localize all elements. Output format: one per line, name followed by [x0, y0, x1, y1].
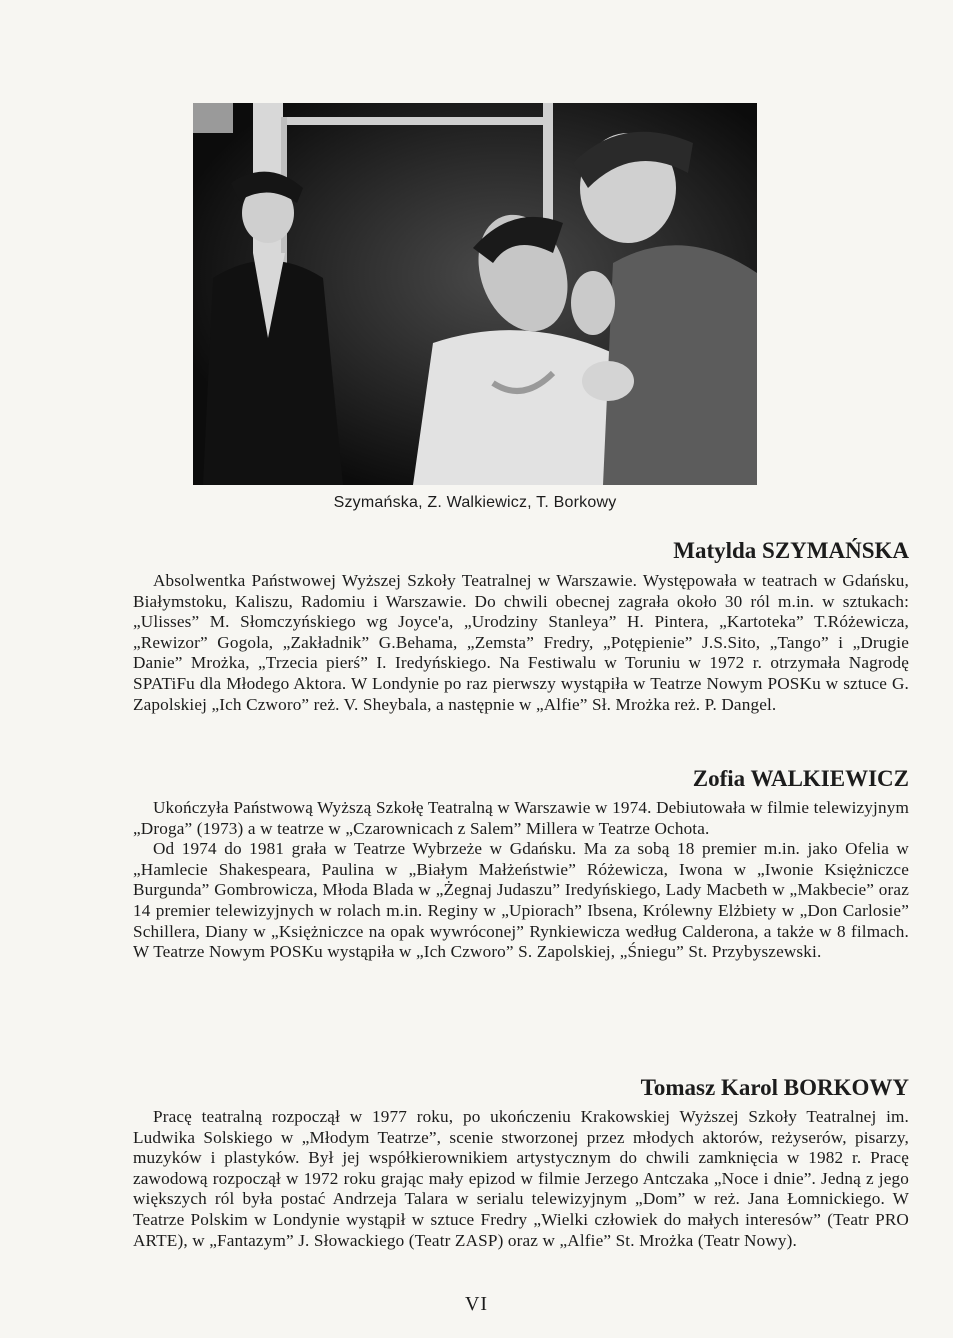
- bio-name: Tomasz Karol BORKOWY: [640, 1075, 909, 1100]
- bio-paragraph: Pracę teatralną rozpoczął w 1977 roku, po ukończeniu Krakowskiej Wyższej Szkoły Teatralnej im. Ludwika Solskiego w „Młodym Teatrze”, scenie stworzonej przez młodych aktorów, reżyserów, pisarzy, muzyków i plastyków. Był jej współkierownikiem artystycznym do chwili zamknięcia w 1982 r. Pracę zawodową rozpoczął w 1972 roku grając mały epizod w filmie Jerzego Antczaka „Noce i dnie”. Jedną z jego większych ról była postać Andrzeja Talara w serialu telewizyjnym „Dom” w reż. Jana Łomnickiego. W Teatrze Polskim w Londynie wystąpił w sztuce Fredry „Wielki człowiek do małych interesów” (Teatr PRO ARTE), w „Fantazym” J. Słowackiego (Teatr ZASP) oraz w „Alfie” St. Mrożka (Teatr Nowy).: [133, 1107, 909, 1250]
- bio-paragraph: Od 1974 do 1981 grała w Teatrze Wybrzeże w Gdańsku. Ma za sobą 18 premier m.in. jako Ofelia w „Hamlecie Shakespeara, Paulina w „Białym Małżeństwie” Różewicza, Iwona w „Iwonie Księżniczce Burgunda” Gombrowicza, Młoda Blada w „Żegnaj Judaszu” Iredyńskiego, Lady Macbeth w „Makbecie” oraz 14 premier telewizyjnych w rolach m.in. Reginy w „Upiorach” Ibsena, Królewny Elżbiety w „Don Carlosie” Schillera, Diany w „Księżniczce na opak wywróconej” Rynkiewicza według Calderona, a także w 8 filmach. W Teatrze Nowym POSKu wystąpiła w „Ich Czworo” S. Zapolskiej, „Śniegu” St. Przybyszewski.: [133, 839, 909, 962]
- stage-photo-illustration: [193, 103, 757, 485]
- page-number: VI: [464, 1293, 489, 1315]
- bio-name: Matylda SZYMAŃSKA: [673, 538, 909, 563]
- stage-photo: [193, 103, 757, 485]
- bio-borkowy: [133, 1075, 909, 1251]
- bio-paragraph: Ukończyła Państwową Wyższą Szkołę Teatralną w Warszawie w 1974. Debiutowała w filmie telewizyjnym „Droga” (1973) a w teatrze w „Czarownicach z Salem” Millera w Teatrze Ochota.: [133, 798, 909, 838]
- bio-szymanska: [133, 538, 909, 715]
- bio-paragraph: Absolwentka Państwowej Wyższej Szkoły Teatralnej w Warszawie. Występowała w teatrach w Gdańsku, Białymstoku, Kaliszu, Radomiu i Warszawie. Do chwili obecnej zagrała około 30 ról m.in. w sztukach: „Ulisses” M. Słomczyńskiego wg Joyce'a, „Urodziny Stanleya” H. Pintera, „Kartoteka” T.Różewicza, „Rewizor” Gogola, „Zakładnik” G.Behama, „Zemsta” Fredry, „Potępienie” J.S.Sito, „Tango” i „Drugie Danie” Mrożka, „Trzecia pierś” I. Iredyńskiego. Na Festiwalu w Toruniu w 1972 r. otrzymała Nagrodę SPATiFu dla Młodego Aktora. W Londynie po raz pierwszy wystąpiła w Teatrze Nowym POSKu w sztuce G. Zapolskiej „Ich Czworo” reż. V. Sheybala, a następnie w „Alfie” Sł. Mrożka reż. P. Dangel.: [133, 571, 909, 714]
- photo-caption: Szymańska, Z. Walkiewicz, T. Borkowy: [333, 494, 617, 511]
- bio-walkiewicz: [133, 766, 909, 963]
- bio-name: Zofia WALKIEWICZ: [692, 766, 909, 791]
